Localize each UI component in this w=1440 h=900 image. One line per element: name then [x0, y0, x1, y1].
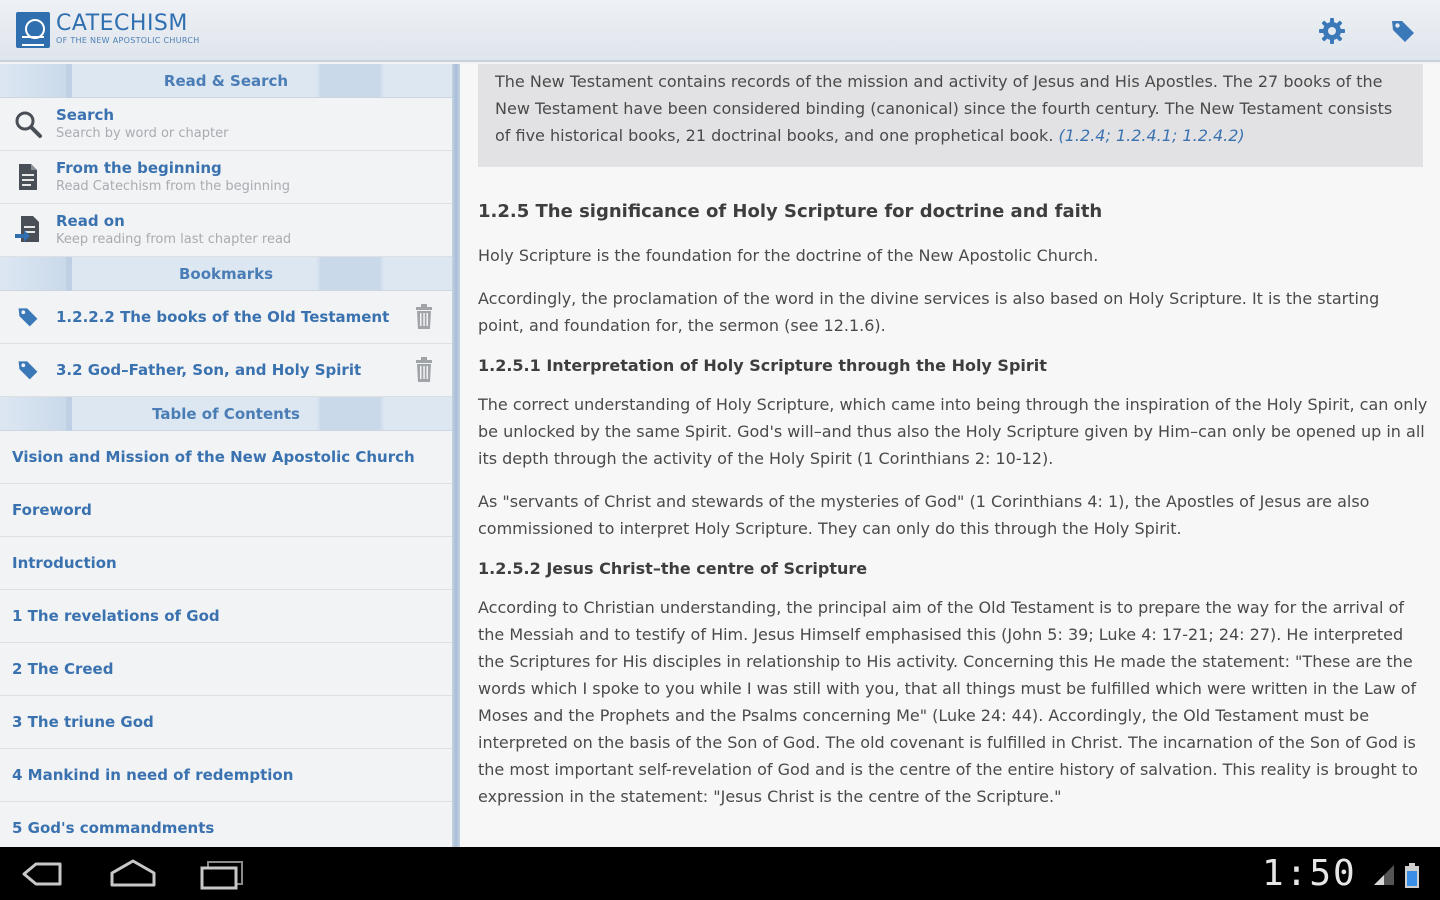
reference-link[interactable]: 1.2.4.2: [1182, 126, 1239, 145]
logo-title: CATECHISM: [56, 11, 188, 36]
delete-bookmark-button[interactable]: [396, 304, 452, 330]
toc-item[interactable]: Vision and Mission of the New Apostolic Church: [0, 431, 452, 484]
bookmark-item[interactable]: [0, 344, 452, 397]
trash-icon: [415, 357, 433, 383]
tag-icon: [1389, 17, 1417, 45]
menu-item-subtitle: Search by word or chapter: [56, 126, 229, 141]
toc-item[interactable]: 2 The Creed: [0, 643, 452, 696]
battery-icon: [1404, 863, 1420, 889]
read-on-icon: [14, 214, 42, 246]
recent-apps-icon: [198, 857, 248, 891]
paragraph: Accordingly, the proclamation of the word in the divine services is also based on Holy Scripture. It is the starting point, and foundation for, the sermon (see 12.1.6).: [478, 289, 1380, 335]
bookmark-item[interactable]: [0, 291, 452, 344]
paragraph: As "servants of Christ and stewards of the mysteries of God" (1 Corinthians 4: 1), the Apostles of Jesus are also commissioned to interpret Holy Scripture. They can only do this through the Holy Spirit.: [478, 492, 1370, 538]
pane-divider[interactable]: [452, 64, 460, 847]
signal-icon: [1372, 863, 1396, 887]
document-icon: [16, 162, 40, 192]
bookmark-label: 3.2 God–Father, Son, and Holy Spirit: [56, 361, 362, 379]
toc-item[interactable]: 3 The triune God: [0, 696, 452, 749]
home-icon: [108, 857, 158, 891]
summary-box: The New Testament contains records of the mission and activity of Jesus and His Apostles. The 27 books of the New Testament have been considered binding (canonical) since the fourth century. The New Testament consists of five historical books, 21 doctrinal books, and one prophetical book. (1.2.4; 1.2.4.1; 1.2.4.2): [478, 64, 1423, 167]
paragraph: Holy Scripture is the foundation for the doctrine of the New Apostolic Church.: [478, 246, 1099, 265]
toc-item[interactable]: Introduction: [0, 537, 452, 590]
toc-item[interactable]: 4 Mankind in need of redemption: [0, 749, 452, 802]
menu-item-read-on[interactable]: [0, 204, 452, 257]
action-bar: [0, 0, 1440, 62]
section-header-toc: Table of Contents: [0, 397, 452, 431]
system-bar: [0, 847, 1440, 900]
toc-item[interactable]: 1 The revelations of God: [0, 590, 452, 643]
subsection-heading: 1.2.5.1 Interpretation of Holy Scripture through the Holy Spirit: [478, 356, 1047, 375]
section-header-bookmarks: Bookmarks: [0, 257, 452, 291]
article: [478, 200, 1428, 826]
trash-icon: [415, 304, 433, 330]
delete-bookmark-button[interactable]: [396, 357, 452, 383]
reading-pane[interactable]: [460, 64, 1440, 847]
section-heading: 1.2.5 The significance of Holy Scripture for doctrine and faith: [478, 201, 1103, 222]
menu-item-subtitle: Read Catechism from the beginning: [56, 179, 291, 194]
toc-item[interactable]: 5 God's commandments: [0, 802, 452, 847]
reference-link[interactable]: 1.2.4: [1064, 126, 1106, 145]
summary-text: The New Testament contains records of the mission and activity of Jesus and His Apostles. The 27 books of the New Testament have been considered binding (canonical) since the fourth century. The New Testament consists of five historical books, 21 doctrinal books, and one prophetical book.: [495, 72, 1393, 145]
menu-item-title: Search: [56, 106, 115, 124]
reference-link[interactable]: 1.2.4.1: [1115, 126, 1172, 145]
tag-icon: [16, 358, 40, 382]
menu-item-from-beginning[interactable]: [0, 151, 452, 204]
logo-subtitle: OF THE NEW APOSTOLIC CHURCH: [56, 36, 200, 45]
summary-open: (: [1058, 126, 1065, 145]
back-icon: [18, 857, 66, 891]
toc-item[interactable]: Foreword: [0, 484, 452, 537]
section-header-read-search: Read & Search: [0, 64, 452, 98]
sidebar: [0, 64, 452, 847]
menu-item-title: Read on: [56, 212, 125, 230]
search-icon: [13, 109, 43, 139]
subsection-heading: 1.2.5.2 Jesus Christ–the centre of Scripture: [478, 559, 868, 578]
gear-icon: [1317, 16, 1347, 46]
menu-item-title: From the beginning: [56, 159, 222, 177]
bookmarks-button[interactable]: [1386, 14, 1420, 48]
bookmark-label: 1.2.2.2 The books of the Old Testament: [56, 308, 390, 326]
menu-item-subtitle: Keep reading from last chapter read: [56, 232, 292, 247]
paragraph: According to Christian understanding, the principal aim of the Old Testament is to prepare the way for the arrival of the Messiah and to testify of Him. Jesus Himself emphasised this (John 5: 39; Luke 4: 17-21; 24: 27). He interpreted the Scriptures for His disciples in relationship to His activity. Concerning this He made the statement: "These are the words which I spoke to you while I was still with you, that all things must be fulfilled which were written in the Law of Moses and the Prophets and the Psalms concerning Me" (Luke 24: 44). Accordingly, the Old Testament must be interpreted on the basis of the Son of God. The old covenant is fulfilled in Christ. The incarnation of the Son of God is the most important self-revelation of God and is the centre of the entire history of salvation. This reality is brought to expression in the statement: "Jesus Christ is the centre of the Scripture.": [478, 598, 1418, 806]
recent-apps-button[interactable]: [198, 857, 248, 891]
clock: 1:50: [1262, 853, 1357, 894]
home-button[interactable]: [108, 857, 158, 891]
church-emblem-icon: [16, 12, 50, 48]
paragraph: The correct understanding of Holy Scripture, which came into being through the inspiration of the Holy Spirit, can only be unlocked by the same Spirit. God's will–and thus also the Holy Scripture given by Him–can only be opened up in all its depth through the activity of the Holy Spirit (1 Corinthians 2: 10-12).: [478, 395, 1428, 468]
app-logo[interactable]: [16, 12, 200, 48]
tag-icon: [16, 305, 40, 329]
settings-button[interactable]: [1315, 14, 1349, 48]
back-button[interactable]: [18, 857, 68, 891]
menu-item-search[interactable]: [0, 98, 452, 151]
